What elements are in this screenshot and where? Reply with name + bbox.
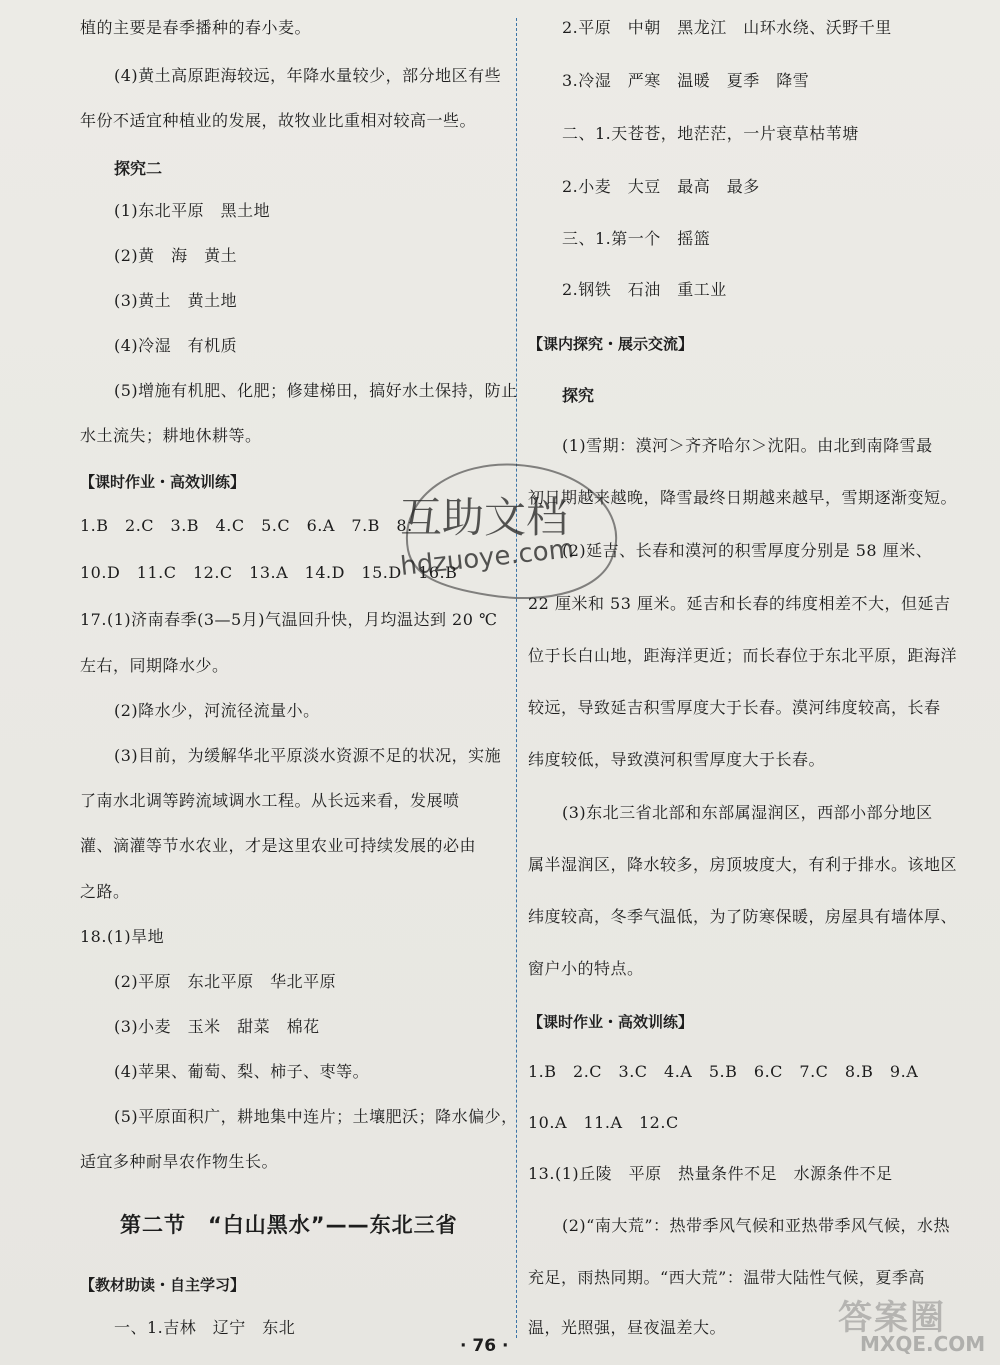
text-line: 窗户小的特点。 xyxy=(528,959,644,978)
answer-line: 1.B 2.C 3.B 4.C 5.C 6.A 7.B 8. xyxy=(80,516,413,535)
text-line: 充足，雨热同期。“西大荒”：温带大陆性气候，夏季高 xyxy=(528,1268,925,1287)
text-line: (4)苹果、葡萄、梨、柿子、枣等。 xyxy=(114,1062,370,1081)
text-line: 水土流失；耕地休耕等。 xyxy=(80,426,262,445)
text-line: 灌、滴灌等节水农业，才是这里农业可持续发展的必由 xyxy=(80,836,477,855)
text-line: 三、1.第一个 摇篮 xyxy=(562,229,711,248)
text-line: (2)平原 东北平原 华北平原 xyxy=(114,972,337,991)
watermark-url: hdzuoye.com xyxy=(398,533,576,583)
text-line: 左右，同期降水少。 xyxy=(80,656,229,675)
text-line: 22 厘米和 53 厘米。延吉和长春的纬度相差不大，但延吉 xyxy=(528,594,951,613)
section-heading: 【课时作业・高效训练】 xyxy=(528,1013,694,1031)
text-line: 13.(1)丘陵 平原 热量条件不足 水源条件不足 xyxy=(528,1164,893,1183)
chapter-title: 第二节 “白山黑水”——东北三省 xyxy=(120,1213,458,1237)
text-line: (2)黄 海 黄土 xyxy=(114,246,238,265)
text-line: (5)增施有机肥、化肥；修建梯田，搞好水土保持，防止 xyxy=(114,381,518,400)
corner-logo xyxy=(838,1290,988,1360)
subsection-heading: 探究二 xyxy=(114,159,163,178)
text-line: (4)黄土高原距海较远，年降水量较少，部分地区有些 xyxy=(114,66,502,85)
text-line: 纬度较高，冬季气温低，为了防寒保暖，房屋具有墙体厚、 xyxy=(528,907,958,926)
text-line: (1)雪期：漠河＞齐齐哈尔＞沈阳。由北到南降雪最 xyxy=(562,436,933,455)
watermark-text: 互助文档 xyxy=(400,493,569,542)
answer-line: 10.A 11.A 12.C xyxy=(528,1113,679,1132)
text-line: 初日期越来越晚，降雪最终日期越来越早，雪期逐渐变短。 xyxy=(528,488,958,507)
section-heading: 【课时作业・高效训练】 xyxy=(80,473,246,491)
text-line: 18.(1)旱地 xyxy=(80,927,165,946)
text-line: (2)延吉、长春和漠河的积雪厚度分别是 58 厘米、 xyxy=(562,541,933,560)
logo-text: 答案圈 xyxy=(838,1298,946,1338)
section-heading: 【教材助读・自主学习】 xyxy=(80,1276,246,1294)
page-number: · 76 · xyxy=(460,1336,509,1356)
subsection-heading: 探究 xyxy=(562,386,595,405)
text-line: 2.平原 中朝 黑龙江 山环水绕、沃野千里 xyxy=(562,18,892,37)
logo-url: MXQE.COM xyxy=(860,1332,986,1356)
text-line: (3)东北三省北部和东部属湿润区，西部小部分地区 xyxy=(562,803,933,822)
text-line: 年份不适宜种植业的发展，故牧业比重相对较高一些。 xyxy=(80,111,477,130)
text-line: (3)目前，为缓解华北平原淡水资源不足的状况，实施 xyxy=(114,746,502,765)
text-line: 2.钢铁 石油 重工业 xyxy=(562,280,727,299)
text-line: 属半湿润区，降水较多，房顶坡度大，有利于排水。该地区 xyxy=(528,855,958,874)
text-line: 一、1.吉林 辽宁 东北 xyxy=(114,1318,296,1337)
text-line: 位于长白山地，距海洋更近；而长春位于东北平原，距海洋 xyxy=(528,646,958,665)
text-line: (4)冷湿 有机质 xyxy=(114,336,238,355)
text-line: 了南水北调等跨流域调水工程。从长远来看，发展喷 xyxy=(80,791,460,810)
text-line: (5)平原面积广，耕地集中连片；土壤肥沃；降水偏少， xyxy=(114,1107,518,1126)
answer-line: 1.B 2.C 3.C 4.A 5.B 6.C 7.C 8.B 9.A xyxy=(528,1062,919,1081)
text-line: 温，光照强，昼夜温差大。 xyxy=(528,1318,727,1337)
text-line: (2)“南大荒”：热带季风气候和亚热带季风气候，水热 xyxy=(562,1216,951,1235)
text-line: 二、1.天苍苍，地茫茫，一片衰草枯苇塘 xyxy=(562,124,859,143)
text-line: (3)黄土 黄土地 xyxy=(114,291,238,310)
text-line: 适宜多种耐旱农作物生长。 xyxy=(80,1152,279,1171)
text-line: 之路。 xyxy=(80,882,130,901)
column-divider xyxy=(516,18,517,1338)
text-line: 3.冷湿 严寒 温暖 夏季 降雪 xyxy=(562,71,810,90)
text-line: 植的主要是春季播种的春小麦。 xyxy=(80,18,312,37)
text-line: 较远，导致延吉积雪厚度大于长春。漠河纬度较高，长春 xyxy=(528,698,941,717)
text-line: (2)降水少，河流径流量小。 xyxy=(114,701,320,720)
text-line: 纬度较低，导致漠河积雪厚度大于长春。 xyxy=(528,750,826,769)
text-line: 2.小麦 大豆 最高 最多 xyxy=(562,177,760,196)
text-line: (3)小麦 玉米 甜菜 棉花 xyxy=(114,1017,320,1036)
section-heading: 【课内探究・展示交流】 xyxy=(528,335,694,353)
answer-line: 10.D 11.C 12.C 13.A 14.D 15.D 16.B xyxy=(80,563,458,582)
text-line: (1)东北平原 黑土地 xyxy=(114,201,271,220)
watermark-stamp xyxy=(378,455,638,605)
text-line: 17.(1)济南春季(3—5月)气温回升快，月均温达到 20 ℃ xyxy=(80,610,498,629)
